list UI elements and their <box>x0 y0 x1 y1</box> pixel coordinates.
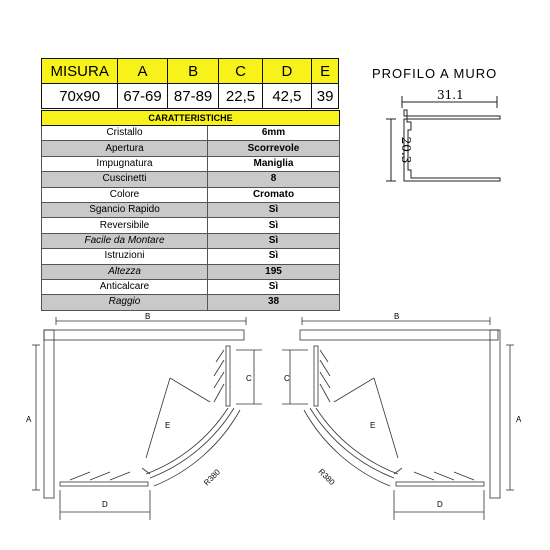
feature-name: Cuscinetti <box>42 172 208 187</box>
size-header-cell: E <box>312 59 339 84</box>
left-label-a: A <box>26 415 32 424</box>
profile-width-label: 31.1 <box>437 88 464 102</box>
feature-name: Altezza <box>42 264 208 279</box>
left-label-c: C <box>246 374 252 383</box>
right-label-e: E <box>370 421 376 430</box>
size-value-cell: 70x90 <box>42 84 118 109</box>
left-label-b: B <box>145 312 151 321</box>
feature-name: Istruzioni <box>42 249 208 264</box>
feature-value: 38 <box>208 295 340 310</box>
size-header-cell: A <box>118 59 168 84</box>
right-label-radius: R380 <box>316 467 337 487</box>
feature-name: Apertura <box>42 141 208 156</box>
size-header-cell: D <box>262 59 312 84</box>
feature-value: Cromato <box>208 187 340 202</box>
size-value-cell: 67-69 <box>118 84 168 109</box>
feature-value: Sì <box>208 218 340 233</box>
feature-name: Raggio <box>42 295 208 310</box>
size-header-cell: B <box>167 59 219 84</box>
size-header-cell: C <box>219 59 262 84</box>
size-value-cell: 42,5 <box>262 84 312 109</box>
size-value-cell: 87-89 <box>167 84 219 109</box>
profile-title: PROFILO A MURO <box>372 66 498 81</box>
feature-name: Cristallo <box>42 126 208 141</box>
feature-name: Anticalcare <box>42 279 208 294</box>
feature-value: Maniglia <box>208 156 340 171</box>
left-label-d: D <box>102 500 108 509</box>
right-label-b: B <box>394 312 400 321</box>
feature-name: Colore <box>42 187 208 202</box>
feature-value: Scorrevole <box>208 141 340 156</box>
right-label-c: C <box>284 374 290 383</box>
feature-name: Sgancio Rapido <box>42 202 208 217</box>
feature-name: Facile da Montare <box>42 233 208 248</box>
right-label-a: A <box>516 415 522 424</box>
characteristics-title: CARATTERISTICHE <box>42 111 340 126</box>
feature-value: Sì <box>208 249 340 264</box>
right-label-d: D <box>437 500 443 509</box>
size-value-cell: 39 <box>312 84 339 109</box>
feature-name: Reversibile <box>42 218 208 233</box>
feature-name: Impugnatura <box>42 156 208 171</box>
feature-value: 6mm <box>208 126 340 141</box>
profile-height-label: 20.3 <box>399 136 413 164</box>
left-label-e: E <box>165 421 171 430</box>
size-header-cell: MISURA <box>42 59 118 84</box>
feature-value: Sì <box>208 279 340 294</box>
feature-value: Sì <box>208 202 340 217</box>
left-label-radius: R380 <box>202 467 222 488</box>
feature-value: Sì <box>208 233 340 248</box>
feature-value: 195 <box>208 264 340 279</box>
feature-value: 8 <box>208 172 340 187</box>
size-value-cell: 22,5 <box>219 84 262 109</box>
